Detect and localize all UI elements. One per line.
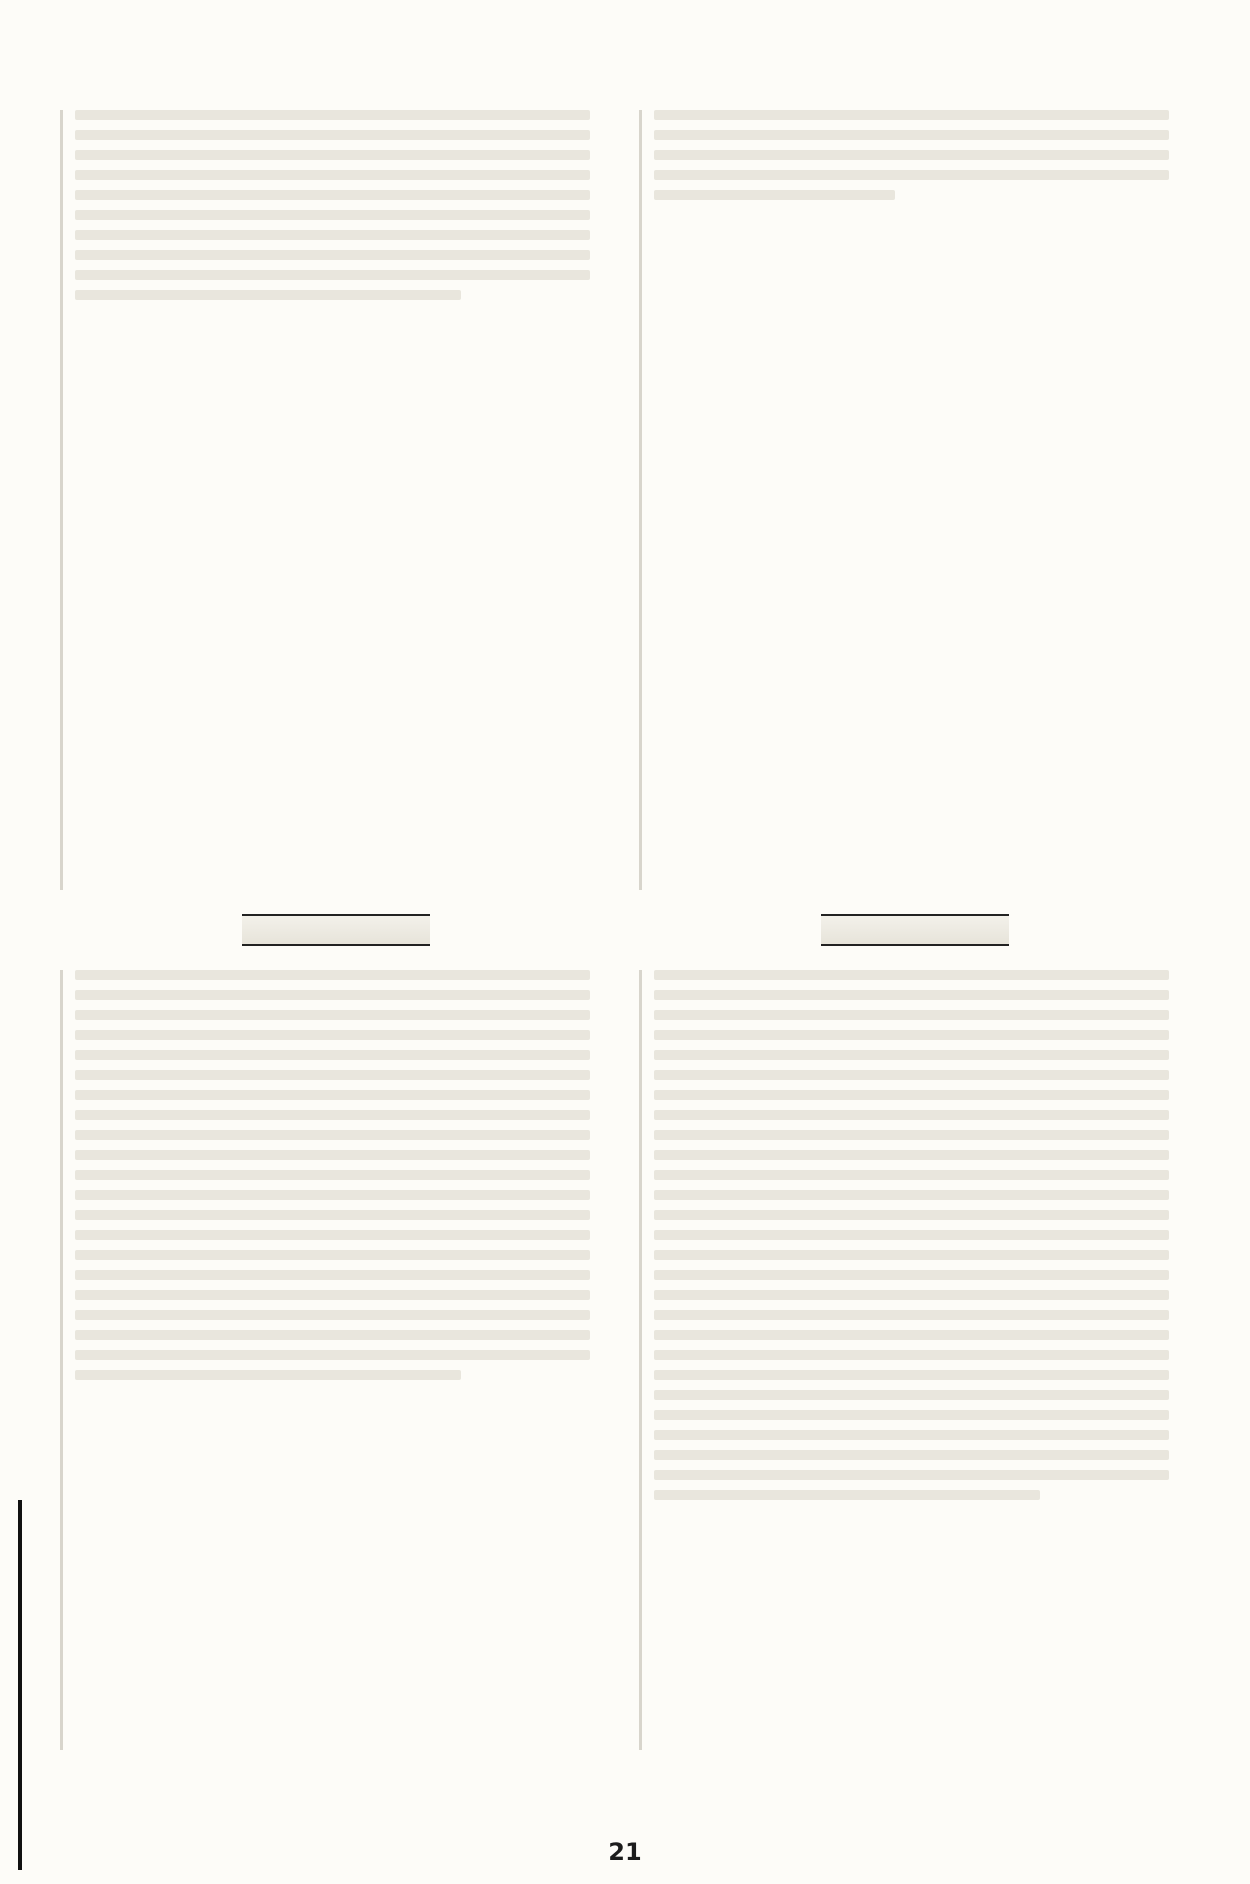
left-text-block-bottom [60,970,611,1750]
right-column [639,110,1190,1750]
right-section-title [821,914,1009,946]
two-column-layout [60,110,1190,1750]
page-edge-mark [18,1500,22,1870]
page-number: 21 [608,1838,642,1866]
right-text-block-top [639,110,1190,890]
left-column [60,110,611,1750]
right-text-block-bottom [639,970,1190,1750]
left-section-title [242,914,430,946]
left-text-block-top [60,110,611,890]
